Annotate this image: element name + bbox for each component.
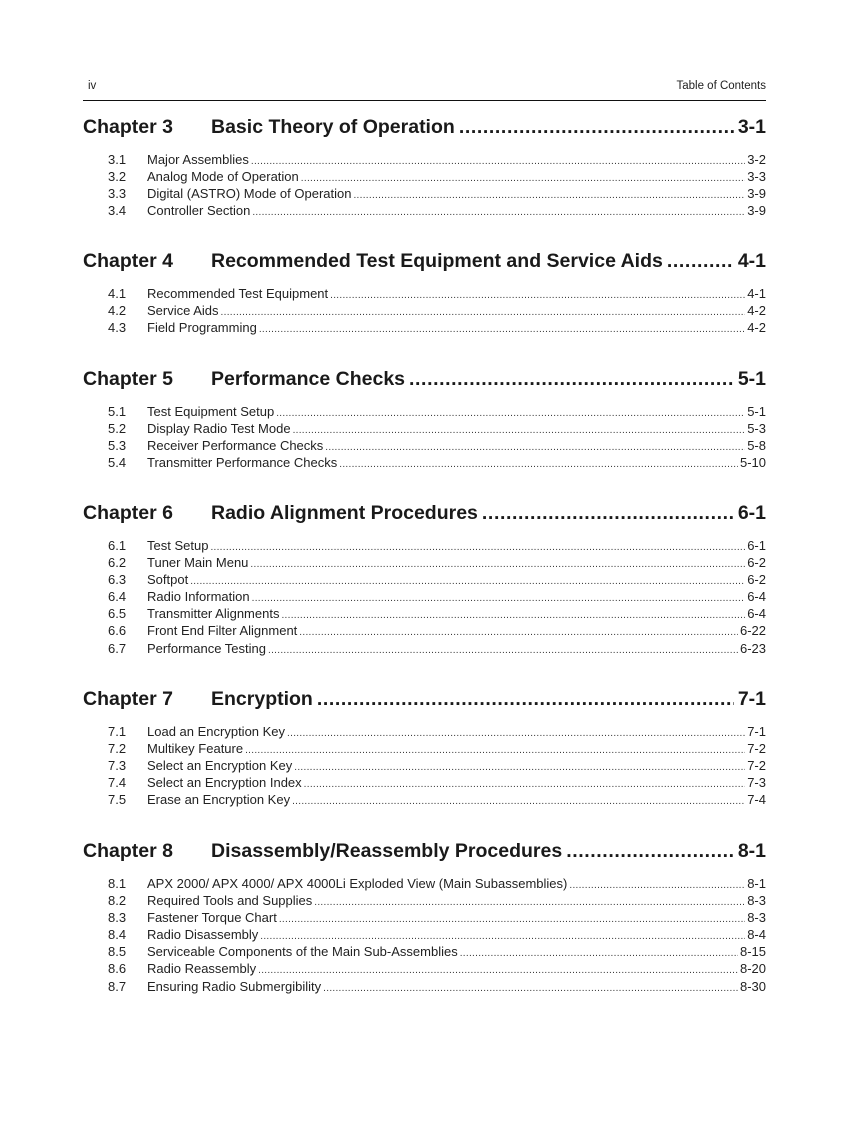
entry-number: 8.7 (108, 978, 127, 994)
dot-leader (281, 610, 745, 621)
entry-page-number: 8-4 (747, 927, 766, 943)
entry-page-number: 3-9 (747, 186, 766, 202)
chapter-label: Chapter 6 (83, 502, 173, 524)
entry-page-number: 5-1 (747, 404, 766, 419)
entry-number: 6.4 (108, 589, 127, 605)
entry-page-number: 7-1 (747, 724, 766, 739)
dot-leader (299, 627, 738, 638)
entry-page-number: 6-2 (747, 555, 766, 571)
dot-leader (566, 840, 734, 863)
dot-leader (330, 290, 745, 301)
toc-entry[interactable] (83, 555, 766, 572)
entry-number: 4.2 (108, 303, 127, 319)
entry-title: Transmitter Performance Checks (147, 455, 338, 471)
chapter-title: Performance Checks (211, 368, 406, 390)
entry-page-number: 4-2 (747, 320, 766, 336)
chapter-title: Disassembly/Reassembly Procedures (211, 840, 563, 862)
toc-entry[interactable] (83, 421, 766, 438)
chapter-page-number: 6-1 (737, 502, 766, 524)
dot-leader (317, 688, 734, 711)
page-header (83, 80, 766, 96)
entry-title: Fastener Torque Chart (147, 910, 277, 926)
chapter-heading[interactable] (83, 250, 766, 276)
entry-title: Radio Reassembly (147, 961, 257, 977)
entry-page-number: 6-22 (739, 623, 766, 639)
dot-leader (304, 779, 746, 790)
dot-leader (353, 190, 745, 201)
chapter-title: Recommended Test Equipment and Service Aids (211, 250, 663, 272)
dot-leader (210, 542, 745, 553)
chapter-page-number: 8-1 (737, 840, 766, 862)
entry-number: 8.2 (108, 893, 127, 909)
toc-entry[interactable] (83, 606, 766, 623)
dot-leader (569, 880, 745, 891)
dot-leader (250, 559, 745, 570)
entry-page-number: 5-8 (747, 438, 766, 454)
entry-page-number: 8-1 (747, 876, 766, 891)
entry-number: 6.2 (108, 555, 127, 571)
entry-page-number: 6-23 (739, 640, 766, 656)
entry-page-number: 4-2 (747, 303, 766, 319)
entry-number: 7.4 (108, 775, 127, 791)
chapter-label: Chapter 7 (83, 688, 173, 710)
chapter-section (83, 116, 766, 220)
entry-title: Field Programming (147, 320, 257, 336)
entry-number: 4.3 (108, 320, 127, 336)
entry-title: Recommended Test Equipment (147, 286, 329, 301)
toc-entry[interactable] (83, 286, 766, 303)
entry-number: 3.3 (108, 186, 127, 202)
dot-leader (268, 645, 738, 656)
chapter-page-number: 4-1 (737, 250, 766, 272)
entry-page-number: 8-20 (739, 961, 766, 977)
entry-title: Select an Encryption Index (147, 775, 302, 791)
entry-number: 3.1 (108, 152, 127, 167)
entry-title: Digital (ASTRO) Mode of Operation (147, 186, 352, 202)
dot-leader (292, 796, 745, 807)
entry-page-number: 7-2 (747, 741, 766, 757)
entry-number: 8.5 (108, 944, 127, 960)
dot-leader (279, 914, 745, 925)
chapter-label: Chapter 5 (83, 368, 173, 390)
entry-page-number: 3-9 (747, 203, 766, 219)
dot-leader (294, 762, 745, 773)
toc-entry[interactable] (83, 927, 766, 944)
entry-page-number: 6-4 (747, 606, 766, 622)
chapter-section (83, 840, 766, 996)
chapter-heading[interactable] (83, 368, 766, 394)
dot-leader (339, 459, 738, 470)
entry-title: Ensuring Radio Submergibility (147, 978, 322, 994)
entry-page-number: 7-2 (747, 758, 766, 774)
dot-leader (276, 408, 745, 419)
chapter-entries (83, 538, 766, 658)
dot-leader (667, 250, 734, 273)
dot-leader (190, 576, 745, 587)
dot-leader (409, 368, 734, 391)
entry-page-number: 3-2 (747, 152, 766, 167)
dot-leader (325, 442, 745, 453)
entry-page-number: 7-4 (747, 792, 766, 808)
chapter-heading[interactable] (83, 116, 766, 142)
entry-number: 8.6 (108, 961, 127, 977)
chapter-title: Encryption (211, 688, 313, 710)
toc-entry[interactable] (83, 979, 766, 996)
chapter-heading[interactable] (83, 840, 766, 866)
entry-number: 3.2 (108, 169, 127, 185)
chapter-entries (83, 876, 766, 996)
entry-title: Select an Encryption Key (147, 758, 293, 774)
entry-number: 7.5 (108, 792, 127, 808)
entry-title: APX 2000/ APX 4000/ APX 4000Li Exploded View (Main Subassemblies) (147, 876, 568, 891)
dot-leader (293, 425, 746, 436)
entry-page-number: 8-3 (747, 910, 766, 926)
dot-leader (252, 207, 745, 218)
dot-leader (323, 983, 738, 994)
entry-page-number: 5-3 (747, 421, 766, 437)
chapter-section (83, 368, 766, 472)
dot-leader (252, 593, 746, 604)
toc-entry[interactable] (83, 455, 766, 472)
entry-title: Controller Section (147, 203, 251, 219)
chapter-label: Chapter 3 (83, 116, 173, 138)
toc-entry[interactable] (83, 893, 766, 910)
entry-title: Required Tools and Supplies (147, 893, 313, 909)
page-number: iv (88, 80, 97, 92)
entry-page-number: 8-30 (739, 978, 766, 994)
toc-entry[interactable] (83, 203, 766, 220)
chapter-title: Basic Theory of Operation (211, 116, 455, 138)
entry-page-number: 8-3 (747, 893, 766, 909)
dot-leader (482, 502, 734, 525)
chapter-heading[interactable] (83, 688, 766, 714)
entry-title: Radio Information (147, 589, 250, 605)
entry-title: Load an Encryption Key (147, 724, 286, 739)
entry-page-number: 6-4 (747, 589, 766, 605)
toc-entry[interactable] (83, 572, 766, 589)
header-section-title: Table of Contents (676, 80, 766, 92)
entry-title: Softpot (147, 572, 189, 588)
entry-number: 5.1 (108, 404, 127, 419)
toc-entry[interactable] (83, 320, 766, 337)
entry-title: Front End Filter Alignment (147, 623, 298, 639)
dot-leader (251, 156, 745, 167)
entry-number: 6.1 (108, 538, 127, 553)
entry-number: 7.1 (108, 724, 127, 739)
toc-entry[interactable] (83, 589, 766, 606)
toc-entry[interactable] (83, 538, 766, 555)
entry-title: Serviceable Components of the Main Sub-Assemblies (147, 944, 458, 960)
entry-title: Display Radio Test Mode (147, 421, 291, 437)
dot-leader (259, 324, 745, 335)
entry-number: 8.3 (108, 910, 127, 926)
entry-title: Erase an Encryption Key (147, 792, 291, 808)
entry-number: 5.2 (108, 421, 127, 437)
entry-title: Receiver Performance Checks (147, 438, 324, 454)
entry-title: Radio Disassembly (147, 927, 259, 943)
chapter-entries (83, 404, 766, 472)
dot-leader (258, 965, 738, 976)
dot-leader (221, 307, 746, 318)
entry-page-number: 7-3 (747, 775, 766, 791)
toc-entry[interactable] (83, 792, 766, 809)
entry-title: Test Setup (147, 538, 209, 553)
dot-leader (287, 728, 745, 739)
entry-number: 6.3 (108, 572, 127, 588)
entry-title: Multikey Feature (147, 741, 244, 757)
toc-entry[interactable] (83, 944, 766, 961)
entry-page-number: 4-1 (747, 286, 766, 301)
toc-entry[interactable] (83, 169, 766, 186)
entry-number: 6.5 (108, 606, 127, 622)
toc-entry[interactable] (83, 152, 766, 169)
chapter-section (83, 250, 766, 337)
toc-entry[interactable] (83, 623, 766, 640)
entry-number: 5.3 (108, 438, 127, 454)
entry-title: Tuner Main Menu (147, 555, 249, 571)
entry-number: 8.4 (108, 927, 127, 943)
toc-entry[interactable] (83, 961, 766, 978)
entry-title: Major Assemblies (147, 152, 249, 167)
toc-entry[interactable] (83, 438, 766, 455)
chapter-page-number: 5-1 (737, 368, 766, 390)
entry-number: 6.7 (108, 640, 127, 656)
toc-entry[interactable] (83, 775, 766, 792)
entry-page-number: 6-1 (747, 538, 766, 553)
entry-number: 6.6 (108, 623, 127, 639)
chapter-title: Radio Alignment Procedures (211, 502, 478, 524)
dot-leader (314, 897, 745, 908)
entry-title: Test Equipment Setup (147, 404, 275, 419)
toc-entry[interactable] (83, 404, 766, 421)
toc-entry[interactable] (83, 876, 766, 893)
entry-number: 8.1 (108, 876, 127, 891)
entry-title: Transmitter Alignments (147, 606, 280, 622)
chapter-entries (83, 152, 766, 220)
entry-title: Performance Testing (147, 640, 266, 656)
entry-number: 5.4 (108, 455, 127, 471)
toc-entry[interactable] (83, 186, 766, 203)
toc-entry[interactable] (83, 741, 766, 758)
chapter-heading[interactable] (83, 502, 766, 528)
entry-number: 7.2 (108, 741, 127, 757)
dot-leader (459, 116, 734, 139)
dot-leader (301, 173, 745, 184)
chapter-page-number: 7-1 (737, 688, 766, 710)
entry-page-number: 8-15 (739, 944, 766, 960)
dot-leader (245, 745, 745, 756)
header-rule (83, 100, 766, 101)
chapter-label: Chapter 4 (83, 250, 173, 272)
entry-number: 7.3 (108, 758, 127, 774)
entry-title: Analog Mode of Operation (147, 169, 299, 185)
entry-page-number: 6-2 (747, 572, 766, 588)
toc-entry[interactable] (83, 724, 766, 741)
dot-leader (460, 948, 738, 959)
entry-page-number: 5-10 (739, 455, 766, 471)
chapter-page-number: 3-1 (737, 116, 766, 138)
entry-title: Service Aids (147, 303, 219, 319)
chapter-section (83, 688, 766, 809)
toc-entry[interactable] (83, 758, 766, 775)
chapter-entries (83, 724, 766, 809)
dot-leader (260, 931, 745, 942)
chapter-label: Chapter 8 (83, 840, 173, 862)
toc-entry[interactable] (83, 303, 766, 320)
entry-number: 4.1 (108, 286, 127, 301)
chapter-entries (83, 286, 766, 337)
chapter-section (83, 502, 766, 658)
entry-number: 3.4 (108, 203, 127, 219)
toc-entry[interactable] (83, 910, 766, 927)
entry-page-number: 3-3 (747, 169, 766, 185)
toc-entry[interactable] (83, 641, 766, 658)
